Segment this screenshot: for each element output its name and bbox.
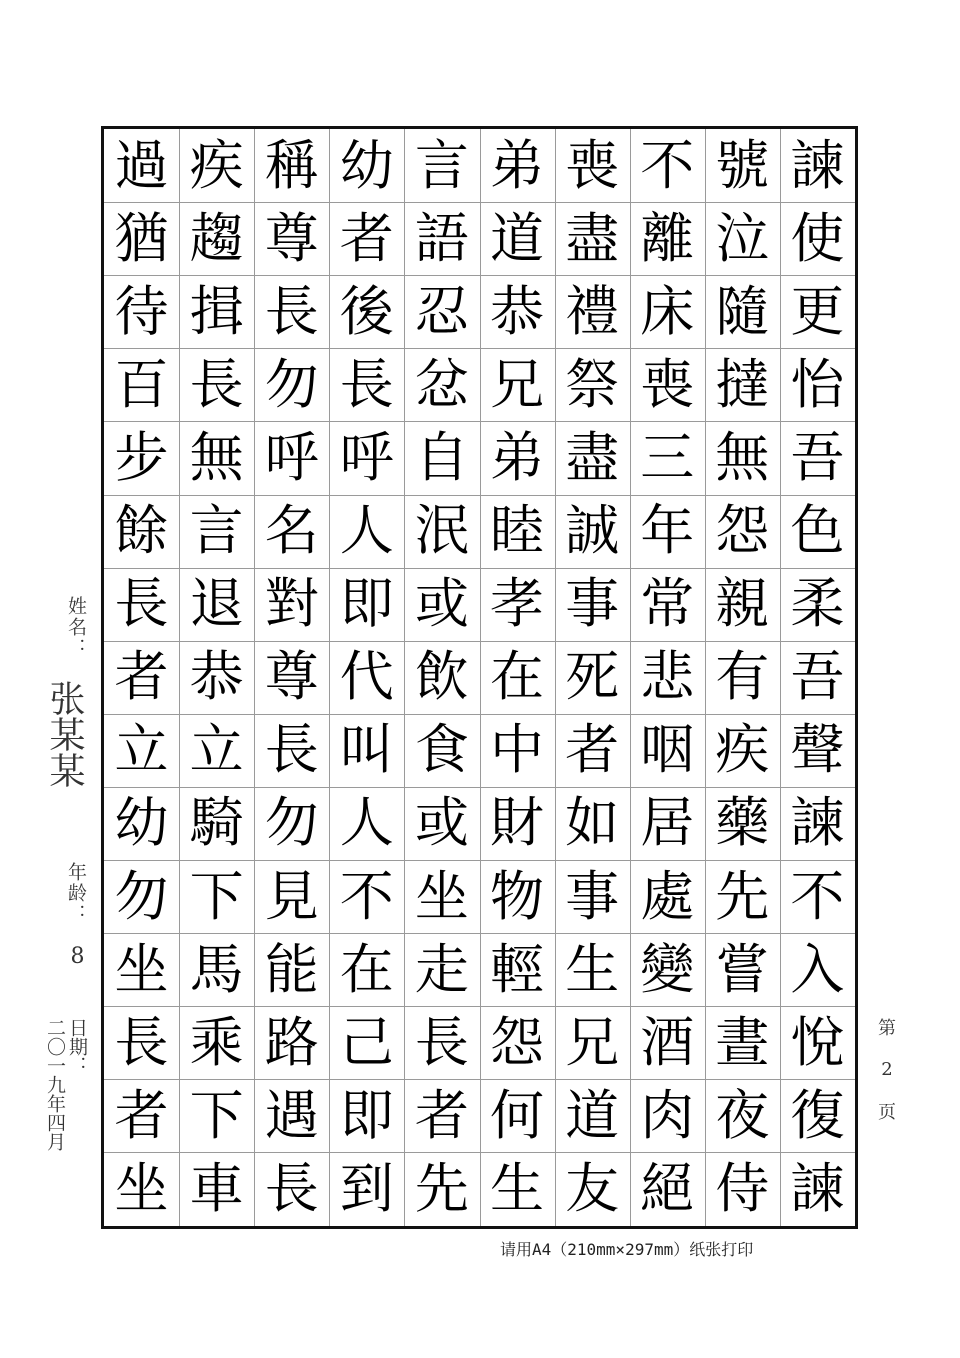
grid-vertical-line [705,129,706,1226]
grid-column [705,129,780,1226]
grid-horizontal-line [104,860,855,861]
grid-character: 道 [490,206,544,270]
grid-column [630,129,705,1226]
date-block [40,1018,90,1223]
grid-character: 藥 [715,791,770,855]
grid-character: 床 [640,279,695,343]
grid-character: 車 [189,1156,244,1220]
grid-character: 長 [339,352,394,416]
grid-character: 吾 [790,425,845,489]
grid-horizontal-line [104,1152,855,1153]
grid-character: 弟 [490,425,544,489]
grid-horizontal-line [104,421,855,422]
grid-vertical-line [555,129,556,1226]
grid-character: 嘗 [715,937,770,1001]
grid-character: 泯 [414,499,469,562]
grid-column [329,129,404,1226]
grid-character: 怡 [790,352,845,416]
grid-horizontal-line [104,1006,855,1007]
grid-character: 隨 [715,279,770,343]
grid-character: 友 [565,1156,620,1220]
grid-character: 離 [640,206,695,270]
grid-character: 待 [114,279,169,343]
grid-character: 更 [790,279,845,343]
grid-character: 揖 [189,279,244,343]
grid-character: 柔 [790,572,845,636]
grid-character: 中 [490,718,544,782]
grid-character: 道 [565,1083,620,1147]
grid-character: 長 [264,1156,319,1220]
grid-column [254,129,329,1226]
grid-column [480,129,555,1226]
grid-character: 乘 [189,1010,244,1074]
grid-character: 呼 [339,425,394,489]
grid-character: 忿 [414,352,469,416]
calligraphy-grid [101,126,858,1229]
grid-character: 幼 [339,133,394,197]
grid-character: 人 [339,791,394,855]
grid-character: 兄 [565,1010,620,1074]
page-number [872,1006,902,1132]
grid-character: 餘 [114,499,169,562]
grid-character: 趨 [189,206,244,270]
grid-character: 不 [339,864,394,928]
grid-character: 勿 [264,791,319,855]
grid-character: 見 [264,864,319,928]
grid-character: 人 [339,499,394,562]
grid-horizontal-line [104,202,855,203]
grid-character: 晝 [715,1010,770,1074]
grid-character: 己 [339,1010,394,1074]
grid-character: 遇 [264,1083,319,1147]
grid-horizontal-line [104,714,855,715]
grid-vertical-line [780,129,781,1226]
age-label: 年龄： [65,862,87,925]
grid-character: 號 [715,133,770,197]
grid-character: 生 [565,937,620,1001]
grid-character: 者 [565,718,620,782]
grid-character: 不 [640,133,695,197]
grid-character: 禮 [565,279,620,343]
grid-character: 色 [790,499,845,562]
grid-character: 處 [640,864,695,928]
grid-character: 孝 [490,572,544,636]
grid-character: 坐 [114,1156,169,1220]
grid-character: 過 [114,133,169,197]
grid-character: 走 [414,937,469,1001]
grid-character: 坐 [114,937,169,1001]
grid-character: 先 [715,864,770,928]
grid-character: 生 [490,1156,544,1220]
grid-character: 馬 [189,937,244,1001]
grid-character: 喪 [565,133,620,197]
grid-character: 呼 [264,425,319,489]
grid-character: 能 [264,937,319,1001]
grid-character: 長 [114,1010,169,1074]
grid-character: 盡 [565,425,620,489]
grid-vertical-line [404,129,405,1226]
grid-character: 泣 [715,206,770,270]
grid-vertical-line [630,129,631,1226]
grid-character: 名 [264,499,319,562]
grid-character: 夜 [715,1083,770,1147]
grid-character: 後 [339,279,394,343]
grid-character: 坐 [414,864,469,928]
grid-character: 勿 [264,352,319,416]
grid-character: 復 [790,1083,845,1147]
grid-character: 忍 [414,279,469,343]
grid-character: 百 [114,352,169,416]
grid-character: 言 [189,499,244,562]
grid-character: 下 [189,1083,244,1147]
grid-character: 有 [715,645,770,709]
print-note: 请用A4（210mm×297mm）纸张打印 [500,1240,754,1259]
grid-character: 長 [114,572,169,636]
grid-character: 到 [339,1156,394,1220]
grid-character: 如 [565,791,620,855]
grid-character: 變 [640,937,695,1001]
grid-column [780,129,855,1226]
grid-column [104,129,179,1226]
page-suffix: 页 [878,1102,896,1123]
grid-character: 吾 [790,645,845,709]
date-label: 日期： [65,1018,88,1075]
grid-character: 恭 [189,645,244,709]
grid-character: 騎 [189,791,244,855]
grid-horizontal-line [104,787,855,788]
grid-character: 者 [114,1083,169,1147]
grid-column [404,129,479,1226]
grid-character: 物 [490,864,544,928]
grid-column [179,129,254,1226]
name-label: 姓名： [65,596,87,659]
grid-character: 事 [565,864,620,928]
grid-character: 肉 [640,1083,695,1147]
grid-character: 猶 [114,206,169,270]
page-prefix: 第 [878,1018,896,1039]
grid-character: 親 [715,572,770,636]
grid-character: 者 [114,645,169,709]
grid-character: 代 [339,645,394,709]
grid-character: 輕 [490,937,544,1001]
grid-character: 恭 [490,279,544,343]
grid-horizontal-line [104,933,855,934]
grid-character: 怨 [715,499,770,562]
grid-character: 不 [790,864,845,928]
grid-character: 誠 [565,499,620,562]
grid-character: 勿 [114,864,169,928]
grid-character: 下 [189,864,244,928]
grid-character: 者 [414,1083,469,1147]
grid-character: 酒 [640,1010,695,1074]
grid-horizontal-line [104,275,855,276]
grid-character: 長 [264,279,319,343]
grid-character: 財 [490,791,544,855]
grid-character: 者 [339,206,394,270]
grid-character: 尊 [264,645,319,709]
grid-character: 入 [790,937,845,1001]
grid-character: 語 [414,206,469,270]
grid-character: 諫 [790,791,845,855]
grid-character: 幼 [114,791,169,855]
grid-character: 諫 [790,1156,845,1220]
grid-character: 死 [565,645,620,709]
grid-column [555,129,630,1226]
grid-horizontal-line [104,641,855,642]
date-value: 二〇一九年四月 [44,1018,66,1151]
grid-character: 侍 [715,1156,770,1220]
grid-character: 悲 [640,645,695,709]
grid-vertical-line [179,129,180,1226]
grid-character: 長 [189,352,244,416]
grid-horizontal-line [104,348,855,349]
grid-character: 弟 [490,133,544,197]
grid-character: 絕 [640,1156,695,1220]
grid-character: 叫 [339,718,394,782]
grid-character: 或 [414,572,469,636]
grid-character: 事 [565,572,620,636]
grid-character: 立 [114,718,169,782]
grid-character: 食 [414,718,469,782]
grid-character: 在 [339,937,394,1001]
grid-character: 悅 [790,1010,845,1074]
grid-character: 喪 [640,352,695,416]
grid-vertical-line [480,129,481,1226]
grid-character: 常 [640,572,695,636]
grid-character: 長 [414,1010,469,1074]
grid-horizontal-line [104,568,855,569]
grid-character: 睦 [490,499,544,562]
grid-character: 先 [414,1156,469,1220]
grid-character: 居 [640,791,695,855]
grid-character: 飲 [414,645,469,709]
grid-character: 稱 [264,133,319,197]
grid-character: 對 [264,572,319,636]
grid-character: 即 [339,572,394,636]
grid-character: 步 [114,425,169,489]
grid-horizontal-line [104,1079,855,1080]
grid-horizontal-line [104,495,855,496]
grid-vertical-line [329,129,330,1226]
age-value: 8 [65,944,90,969]
grid-character: 立 [189,718,244,782]
grid-character: 疾 [189,133,244,197]
grid-character: 兄 [490,352,544,416]
grid-character: 年 [640,499,695,562]
grid-character: 在 [490,645,544,709]
grid-character: 祭 [565,352,620,416]
grid-character: 聲 [790,718,845,782]
grid-character: 即 [339,1083,394,1147]
grid-character: 無 [189,425,244,489]
grid-character: 路 [264,1010,319,1074]
grid-vertical-line [254,129,255,1226]
grid-character: 怨 [490,1010,544,1074]
grid-character: 無 [715,425,770,489]
grid-character: 盡 [565,206,620,270]
grid-character: 諫 [790,133,845,197]
name-value: 张某某 [44,680,85,788]
grid-character: 咽 [640,718,695,782]
grid-character: 三 [640,425,695,489]
page-number-value: 2 [881,1058,893,1080]
grid-character: 疾 [715,718,770,782]
grid-character: 使 [790,206,845,270]
grid-character: 尊 [264,206,319,270]
grid-character: 撻 [715,352,770,416]
grid-character: 或 [414,791,469,855]
grid-character: 言 [414,133,469,197]
grid-character: 何 [490,1083,544,1147]
grid-character: 退 [189,572,244,636]
grid-character: 自 [414,425,469,489]
grid-character: 長 [264,718,319,782]
